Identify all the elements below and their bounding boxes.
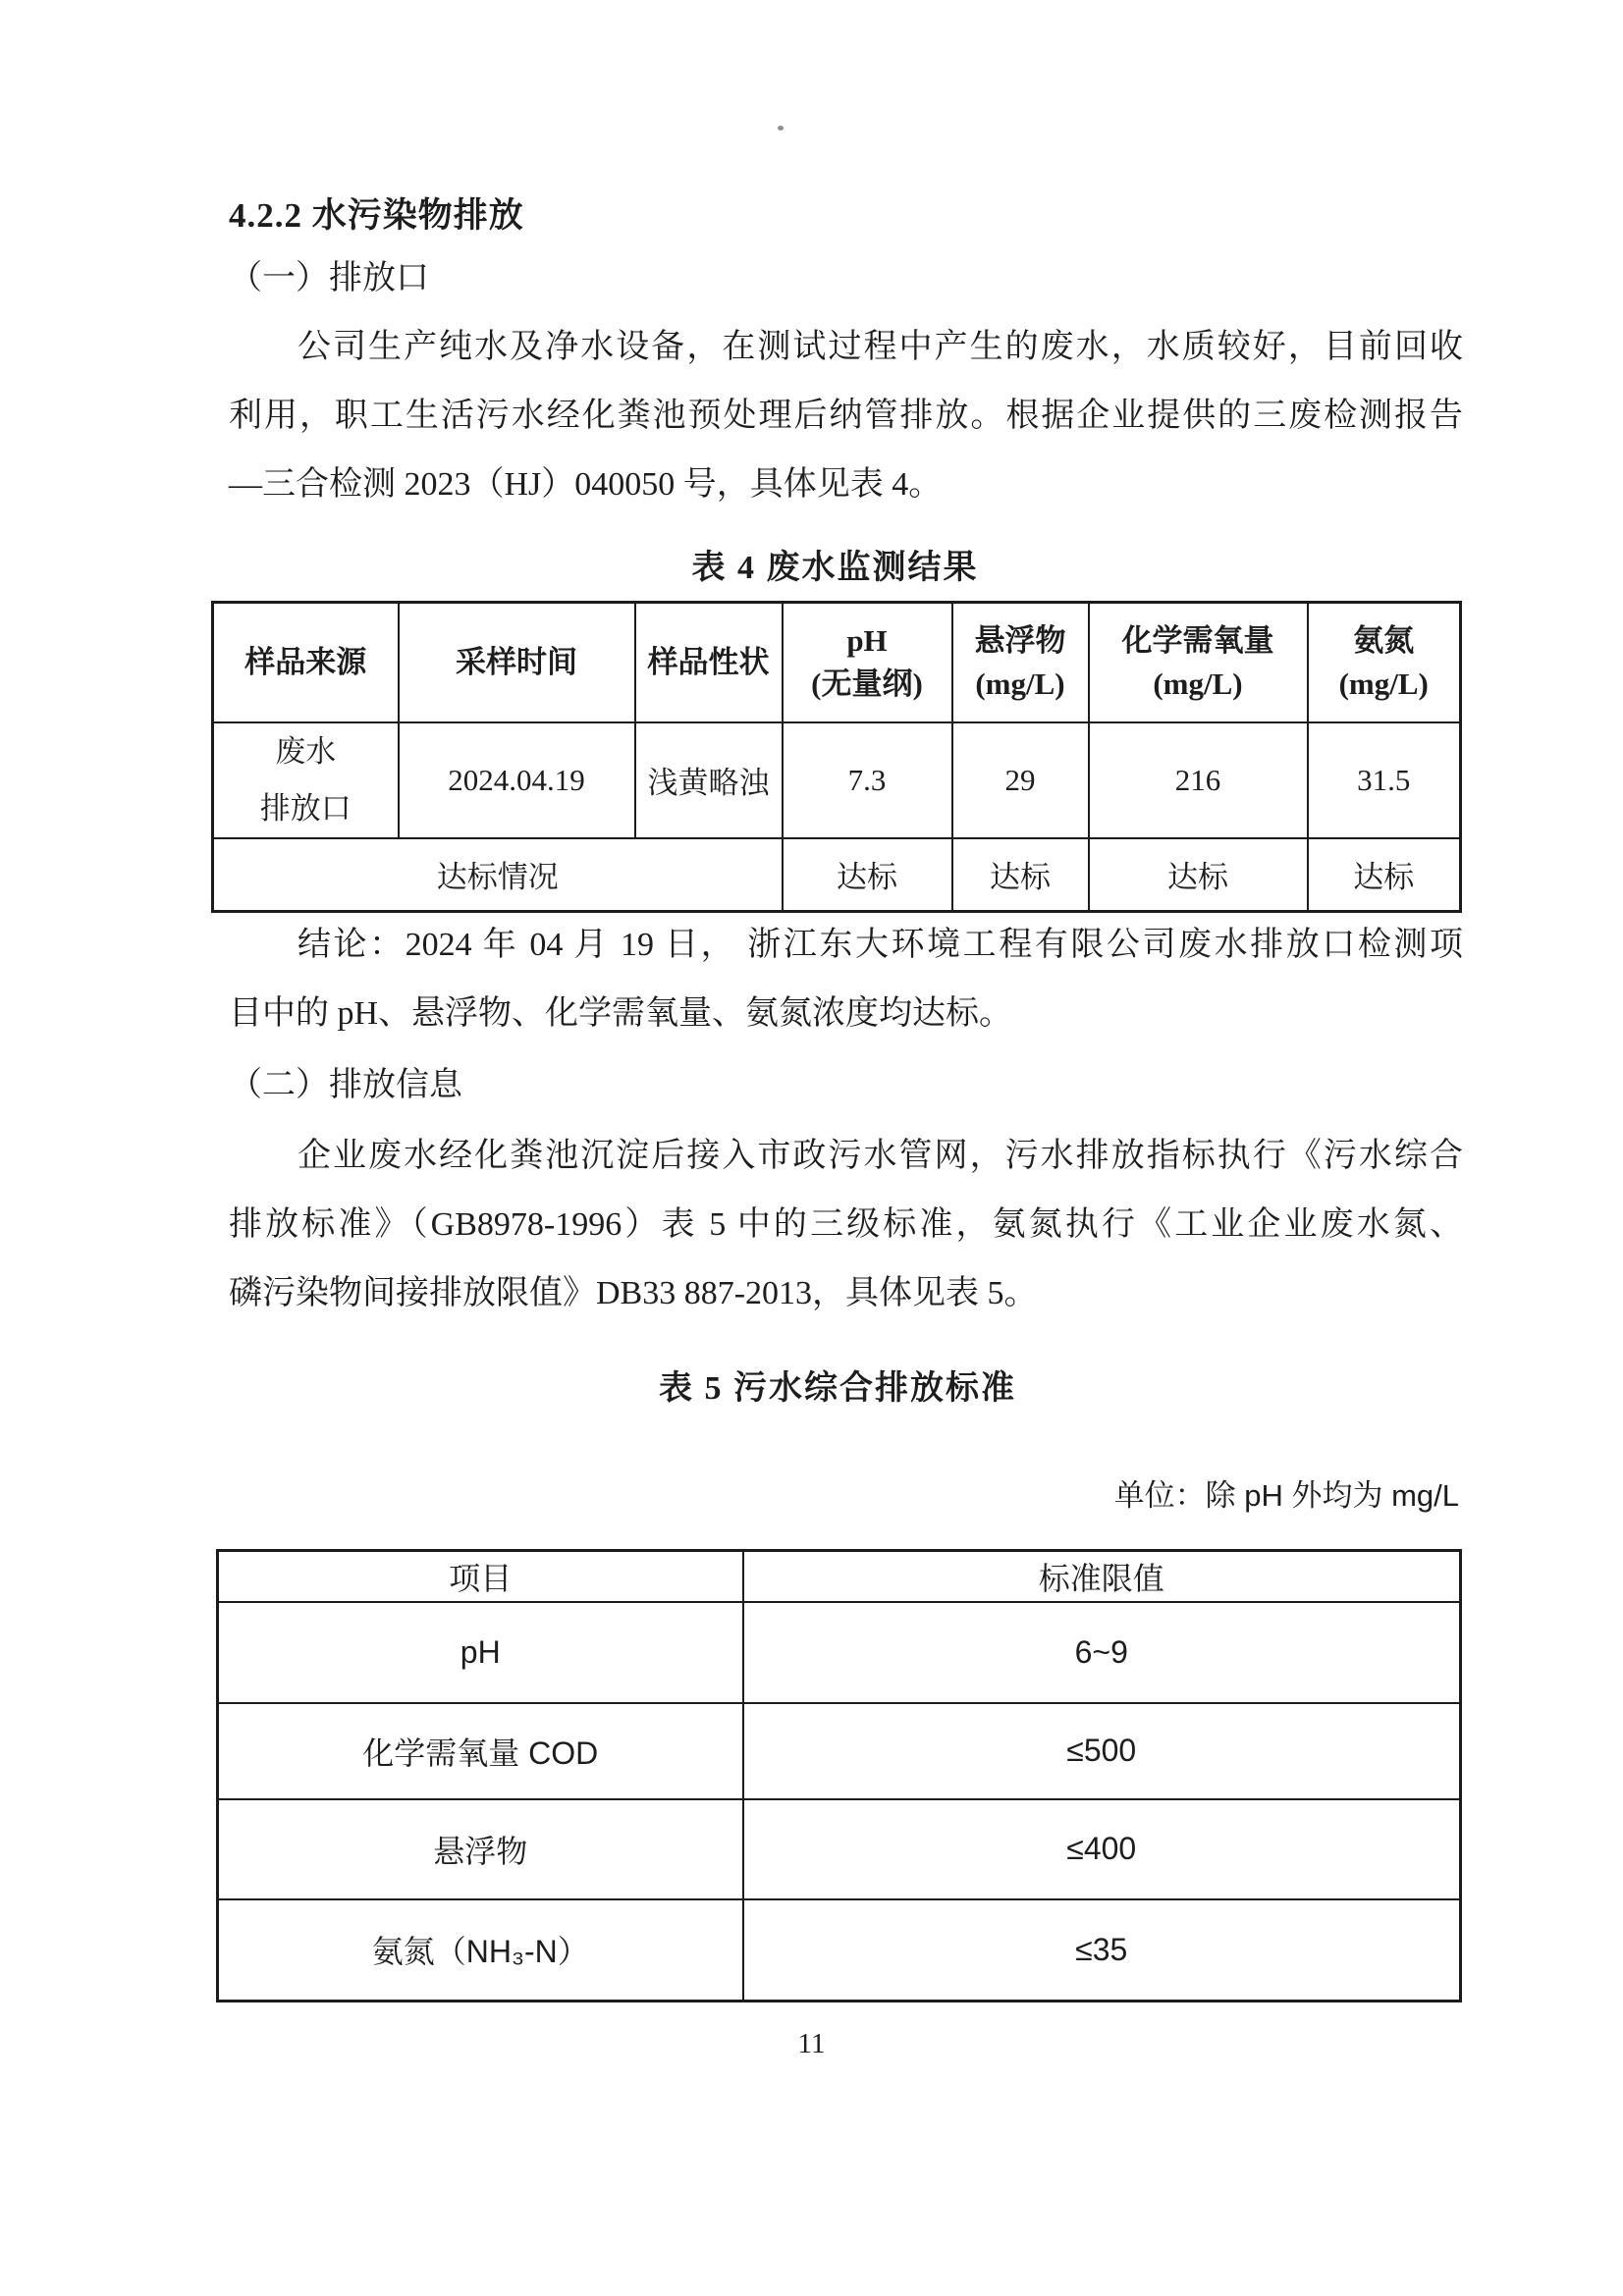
header-text-line2: (mg/L) [1153,666,1243,701]
conclusion-line-2: 目中的 pH、悬浮物、化学需氧量、氨氮浓度均达标。 [229,995,1013,1032]
section-heading: 4.2.2 水污染物排放 [229,196,524,235]
header-text-line2: (mg/L) [975,666,1065,701]
header-text-line1: 悬浮物 [974,622,1066,658]
table-5-discharge-standard [216,1549,1462,2002]
cell-limit-ammonia: ≤35 [743,1899,1461,2002]
cell-compliance-ph: 达标 [783,838,952,912]
table-4-header-ammonia [1308,603,1461,722]
paragraph-1-line-1: 公司生产纯水及净水设备，在测试过程中产生的废水，水质较好，目前回收 [298,329,1463,365]
header-text: 样品性状 [647,644,770,679]
cell-text-line2: 排放口 [259,790,352,826]
cell-item-ammonia: 氨氮（NH₃-N） [218,1899,743,2002]
header-text: 采样时间 [456,644,577,679]
cell-compliance-cod: 达标 [1089,838,1308,912]
table-4-data-row [213,722,1461,838]
cell-sample-time: 2024.04.19 [399,722,635,838]
conclusion-line-1: 结论：2024 年 04 月 19 日， 浙江东大环境工程有限公司废水排放口检测项 [298,927,1463,963]
header-text-line1: pH [846,622,888,658]
cell-item-ss: 悬浮物 [218,1799,743,1899]
table-4-title: 表 4 废水监测结果 [691,550,979,586]
table-4-wastewater-results [211,601,1462,913]
cell-item-ph: pH [218,1602,743,1703]
table-4-header-sample-character [635,603,783,722]
header-text-line2: (mg/L) [1338,666,1429,701]
cell-ss-value: 29 [952,722,1089,838]
cell-limit-ph: 6~9 [743,1602,1461,1703]
header-text-line1: 氨氮 [1353,622,1415,658]
table-4-compliance-row [213,838,1461,912]
table-5-header-row [218,1551,1461,1602]
table-4-header-sample-time [399,603,635,722]
cell-limit-ss: ≤400 [743,1799,1461,1899]
table-4-header-suspended-solids [952,603,1089,722]
table-5-header-limit: 标准限值 [743,1551,1461,1602]
table-5-row-ss [218,1799,1461,1899]
paragraph-2-line-1: 企业废水经化粪池沉淀后接入市政污水管网，污水排放指标执行《污水综合 [298,1138,1463,1174]
paragraph-1-line-3: —三合检测 2023（HJ）040050 号，具体见表 4。 [229,466,943,503]
cell-sample-source [213,722,399,838]
paragraph-2-line-2: 排放标准》（GB8978-1996）表 5 中的三级标准，氨氮执行《工业企业废水氮、 [229,1206,1463,1243]
cell-cod-value: 216 [1089,722,1308,838]
subsection-2-heading: （二）排放信息 [229,1067,462,1103]
page-number: 11 [797,2028,826,2059]
table-4-header-sample-source [213,603,399,722]
table-5-title: 表 5 污水综合排放标准 [659,1370,1016,1407]
cell-sample-character: 浅黄略浊 [635,722,783,838]
header-text: 样品来源 [244,644,367,679]
header-text-line2: (无量纲) [811,666,923,701]
table-5-unit-note: 单位：除 pH 外均为 mg/L [1113,1478,1459,1513]
scan-artifact-dot [778,126,784,131]
table-4-header-cod [1089,603,1308,722]
subsection-1-heading: （一）排放口 [229,260,429,296]
cell-ph-value: 7.3 [783,722,952,838]
cell-item-cod: 化学需氧量 COD [218,1703,743,1799]
cell-compliance-label: 达标情况 [213,838,783,912]
header-text-line1: 化学需氧量 [1121,622,1274,658]
table-5-row-ph [218,1602,1461,1703]
table-5-header-item: 项目 [218,1551,743,1602]
cell-text-line1: 废水 [275,733,337,769]
cell-compliance-ammonia: 达标 [1308,838,1461,912]
cell-limit-cod: ≤500 [743,1703,1461,1799]
table-5-row-ammonia [218,1899,1461,2002]
table-5-row-cod [218,1703,1461,1799]
cell-compliance-ss: 达标 [952,838,1089,912]
table-4-header-row [213,603,1461,722]
paragraph-1-line-2: 利用，职工生活污水经化粪池预处理后纳管排放。根据企业提供的三废检测报告 [229,398,1463,434]
cell-ammonia-value: 31.5 [1308,722,1461,838]
table-4-header-ph [783,603,952,722]
paragraph-2-line-3: 磷污染物间接排放限值》DB33 887-2013，具体见表 5。 [229,1275,1038,1311]
